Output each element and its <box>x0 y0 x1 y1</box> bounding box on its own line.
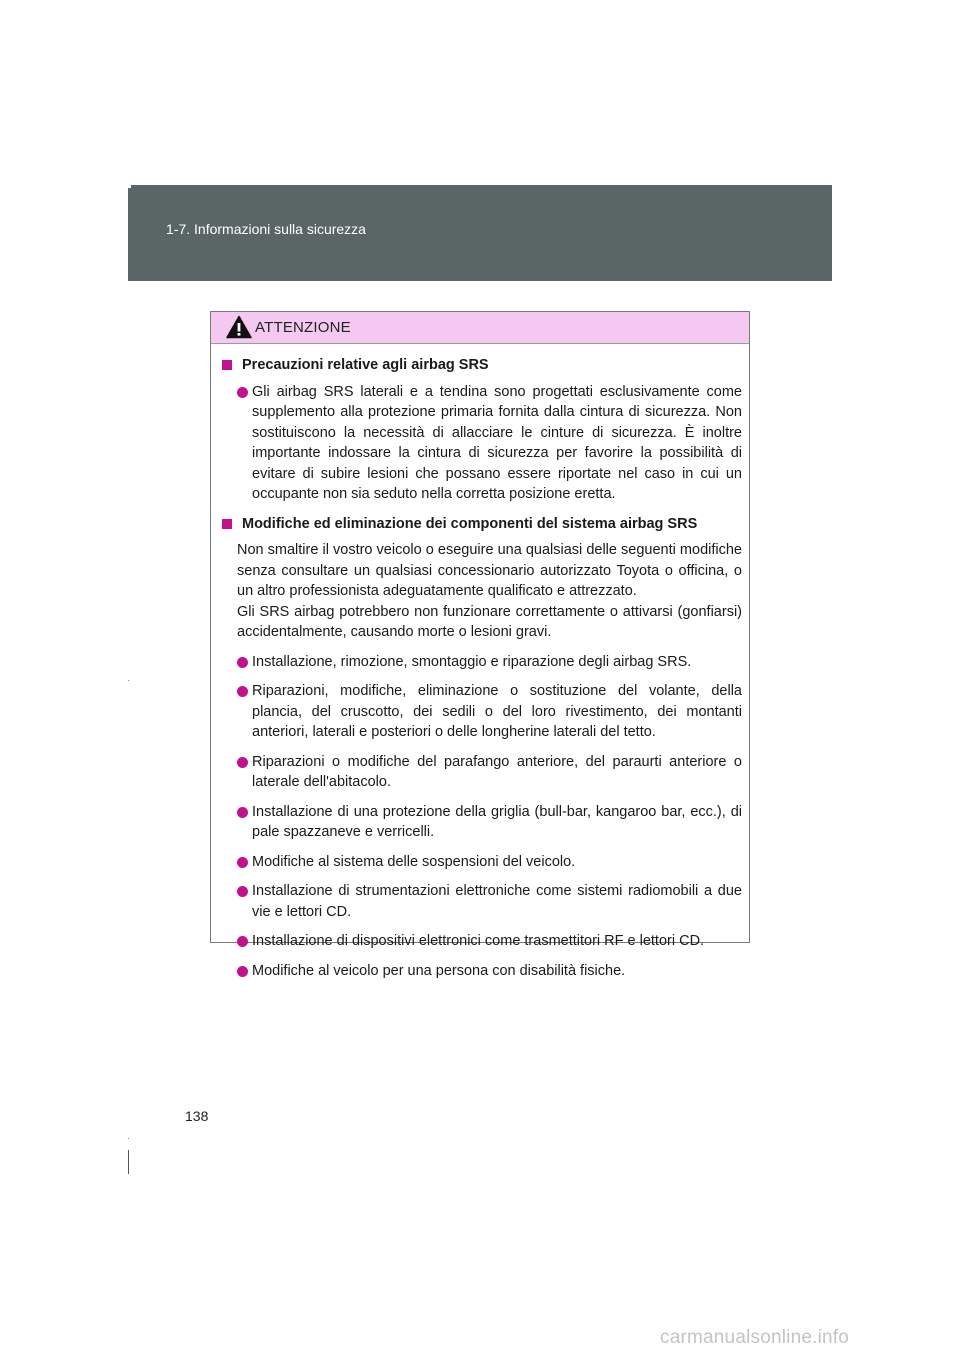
section-heading <box>221 514 742 535</box>
list-item-text: Riparazioni, modifiche, eliminazione o sostituzione del volante, della plancia, del cruscotto, dei sedili o del loro rivestimento, dei montanti anteriori, laterali e posteriori o delle longherine laterali del tetto. <box>252 683 742 740</box>
list-item <box>221 961 742 982</box>
round-bullet-icon <box>237 886 248 897</box>
list-item-text: Gli airbag SRS laterali e a tendina sono progettati esclusivamente come supplemento alla protezione primaria fornita dalla cintura di sicurezza. Non sostituiscono la necessità di allacciare le cinture di sicurezza. È inoltre importante indossare la cintura di sicurezza per favorire la possibilità di evitare di subire lesioni che possano essere riportate nel caso in cui un occupante non sia seduto nella corretta posizione eretta. <box>252 383 742 502</box>
warning-title: ATTENZIONE <box>255 319 351 336</box>
list-item <box>221 652 742 673</box>
round-bullet-icon <box>237 966 248 977</box>
list-item-text: Installazione di strumentazioni elettroniche come sistemi radiomobili a due vie e lettori CD. <box>252 883 742 920</box>
section-title: 1-7. Informazioni sulla sicurezza <box>166 221 366 237</box>
header-corner <box>128 185 131 188</box>
page-number: 138 <box>185 1108 209 1124</box>
margin-mark <box>128 1150 129 1174</box>
round-bullet-icon <box>237 857 248 868</box>
round-bullet-icon <box>237 686 248 697</box>
warning-header <box>211 312 749 344</box>
section-heading-text: Precauzioni relative agli airbag SRS <box>242 357 489 373</box>
square-bullet-icon <box>222 360 232 370</box>
margin-tick <box>128 680 129 681</box>
square-bullet-icon <box>222 519 232 529</box>
watermark: carmanualsonline.info <box>660 1327 850 1348</box>
list-item-text: Modifiche al veicolo per una persona con disabilità fisiche. <box>252 962 626 979</box>
list-item-text: Installazione, rimozione, smontaggio e riparazione degli airbag SRS. <box>252 653 692 670</box>
round-bullet-icon <box>237 807 248 818</box>
list-item <box>221 382 742 505</box>
round-bullet-icon <box>237 757 248 768</box>
paragraph: Gli SRS airbag potrebbero non funzionare correttamente o attivarsi (gonfiarsi) accidentalmente, causando morte o lesioni gravi. <box>237 603 742 640</box>
list-item <box>221 931 742 952</box>
warning-triangle-icon <box>226 315 252 339</box>
list-item-text: Installazione di dispositivi elettronici come trasmettitori RF e lettori CD. <box>252 933 705 949</box>
list-item-text: Modifiche al sistema delle sospensioni del veicolo. <box>252 853 576 870</box>
list-item <box>221 802 742 843</box>
list-item <box>221 681 742 743</box>
round-bullet-icon <box>237 657 248 668</box>
section-heading-text: Modifiche ed eliminazione dei componenti del sistema airbag SRS <box>242 515 698 532</box>
list-item-text: Riparazioni o modifiche del parafango anteriore, del paraurti anteriore o laterale dell'abitacolo. <box>252 753 742 790</box>
list-item <box>221 752 742 793</box>
list-item <box>221 852 742 873</box>
section-heading <box>221 355 742 376</box>
round-bullet-icon <box>237 387 248 398</box>
paragraph: Non smaltire il vostro veicolo o eseguire una qualsiasi delle seguenti modifiche senza consultare un qualsiasi concessionario autorizzato Toyota o officina, o un altro professionista adeguatamente qualificato e attrezzato. <box>237 542 742 599</box>
warning-box <box>210 311 750 979</box>
list-item <box>221 881 742 922</box>
margin-tick <box>128 1138 129 1139</box>
round-bullet-icon <box>237 936 248 947</box>
warning-body <box>211 344 749 981</box>
section-header-band <box>128 185 832 281</box>
list-item-text: Installazione di una protezione della griglia (bull-bar, kangaroo bar, ecc.), di pale spazzaneve e verricelli. <box>252 803 742 840</box>
